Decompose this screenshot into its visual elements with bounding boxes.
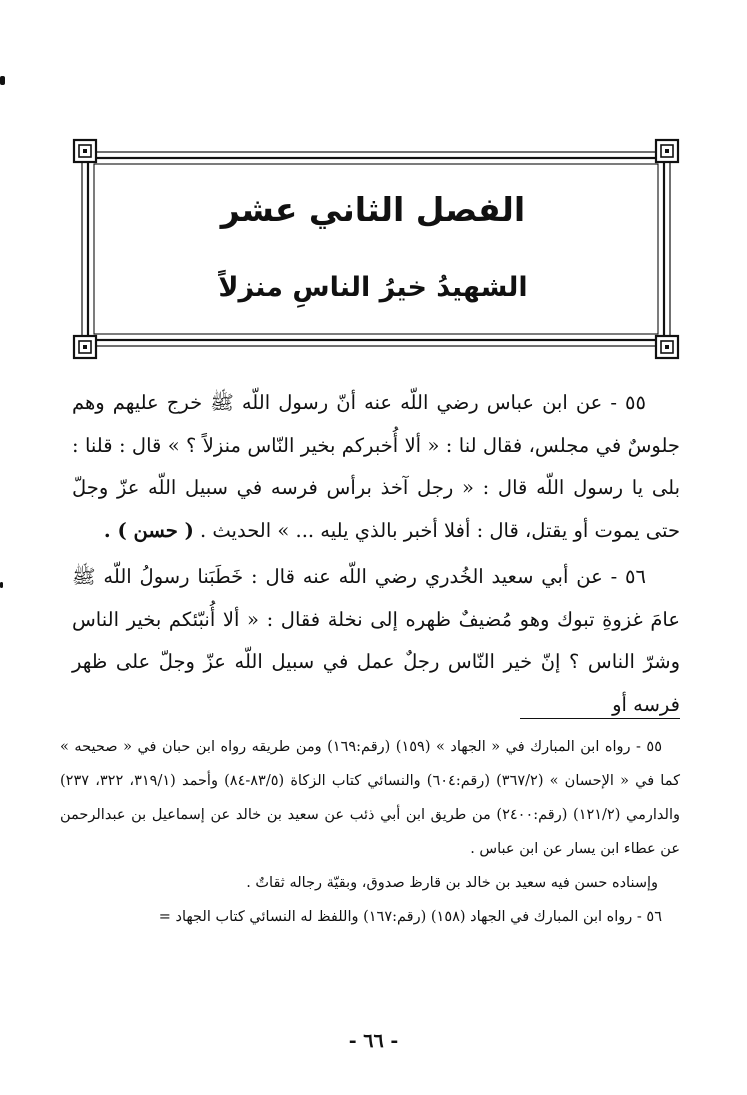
footnotes (60, 730, 680, 934)
footnote-separator (520, 718, 680, 719)
margin-mark-middle (0, 582, 3, 588)
hadith-55-grade: ( حسن ) . (103, 518, 194, 542)
chapter-frame (72, 138, 680, 360)
hadith-56-text: ٥٦ - عن أبي سعيد الخُدري رضي اللّه عنه قال : خَطَبَنا رسولُ اللّه ﷺ عامَ غزوةِ تبوك وهو مُضيفٌ ظهره إلى نخلة فقال : « ألا أُنبّئكم بخير الناس وشرّ الناس ؟ إنّ خير النّاس رجلٌ عمل في سبيل اللّه عزّ وجلّ على ظهر فرسه أو (72, 565, 680, 716)
page-number: - ٦٦ - (348, 1030, 399, 1052)
hadith-55-text: ٥٥ - عن ابن عباس رضي اللّه عنه أنّ رسول اللّه ﷺ خرج عليهم وهم جلوسٌ في مجلس، فقال لنا : « ألا أُخبركم بخير النّاس منزلاً ؟ » قال : قلنا : بلى يا رسول اللّه قال : « رجل آخذ برأس فرسه في سبيل اللّه عزّ وجلّ حتى يموت أو يقتل، قال : أفلا أخبر بالذي يليه ... » الحديث . (72, 391, 680, 542)
hadith-55 (72, 382, 680, 552)
frame-corner-bottom-right (656, 336, 678, 358)
frame-corner-top-right (656, 140, 678, 162)
footnote-55-isnad: وإسناده حسن فيه سعيد بن خالد بن قارظ صدوق، وبقيّة رجاله ثقاتٌ . (246, 875, 658, 891)
footnote-56: ٥٦ - رواه ابن المبارك في الجهاد (١٥٨) (رقم:١٦٧) واللفظ له النسائي كتاب الجهاد = (158, 909, 662, 925)
frame-corner-top-left (74, 140, 96, 162)
footnote-55: ٥٥ - رواه ابن المبارك في « الجهاد » (١٥٩) (رقم:١٦٩) ومن طريقه رواه ابن حبان في « صحيحه » كما في « الإحسان » (٣٦٧/٢) (رقم:٦٠٤) والنسائي كتاب الزكاة (٨٣/٥-٨٤) وأحمد (٣١٩/١، ٣٢٢، ٢٣٧) والدارمي (١٢١/٢) (رقم:٢٤٠٠) من طريق ابن أبي ذئب عن سعيد بن خالد عن إسماعيل بن عبدالرحمن عن عطاء ابن يسار عن ابن عباس . (60, 739, 681, 857)
frame-corner-bottom-left (74, 336, 96, 358)
margin-mark-top (0, 76, 5, 85)
hadith-56 (72, 556, 680, 726)
chapter-title: الفصل الثاني عشر (220, 190, 526, 229)
chapter-subtitle: الشهيدُ خيرُ الناسِ منزلاً (218, 272, 528, 303)
main-text (72, 382, 680, 726)
